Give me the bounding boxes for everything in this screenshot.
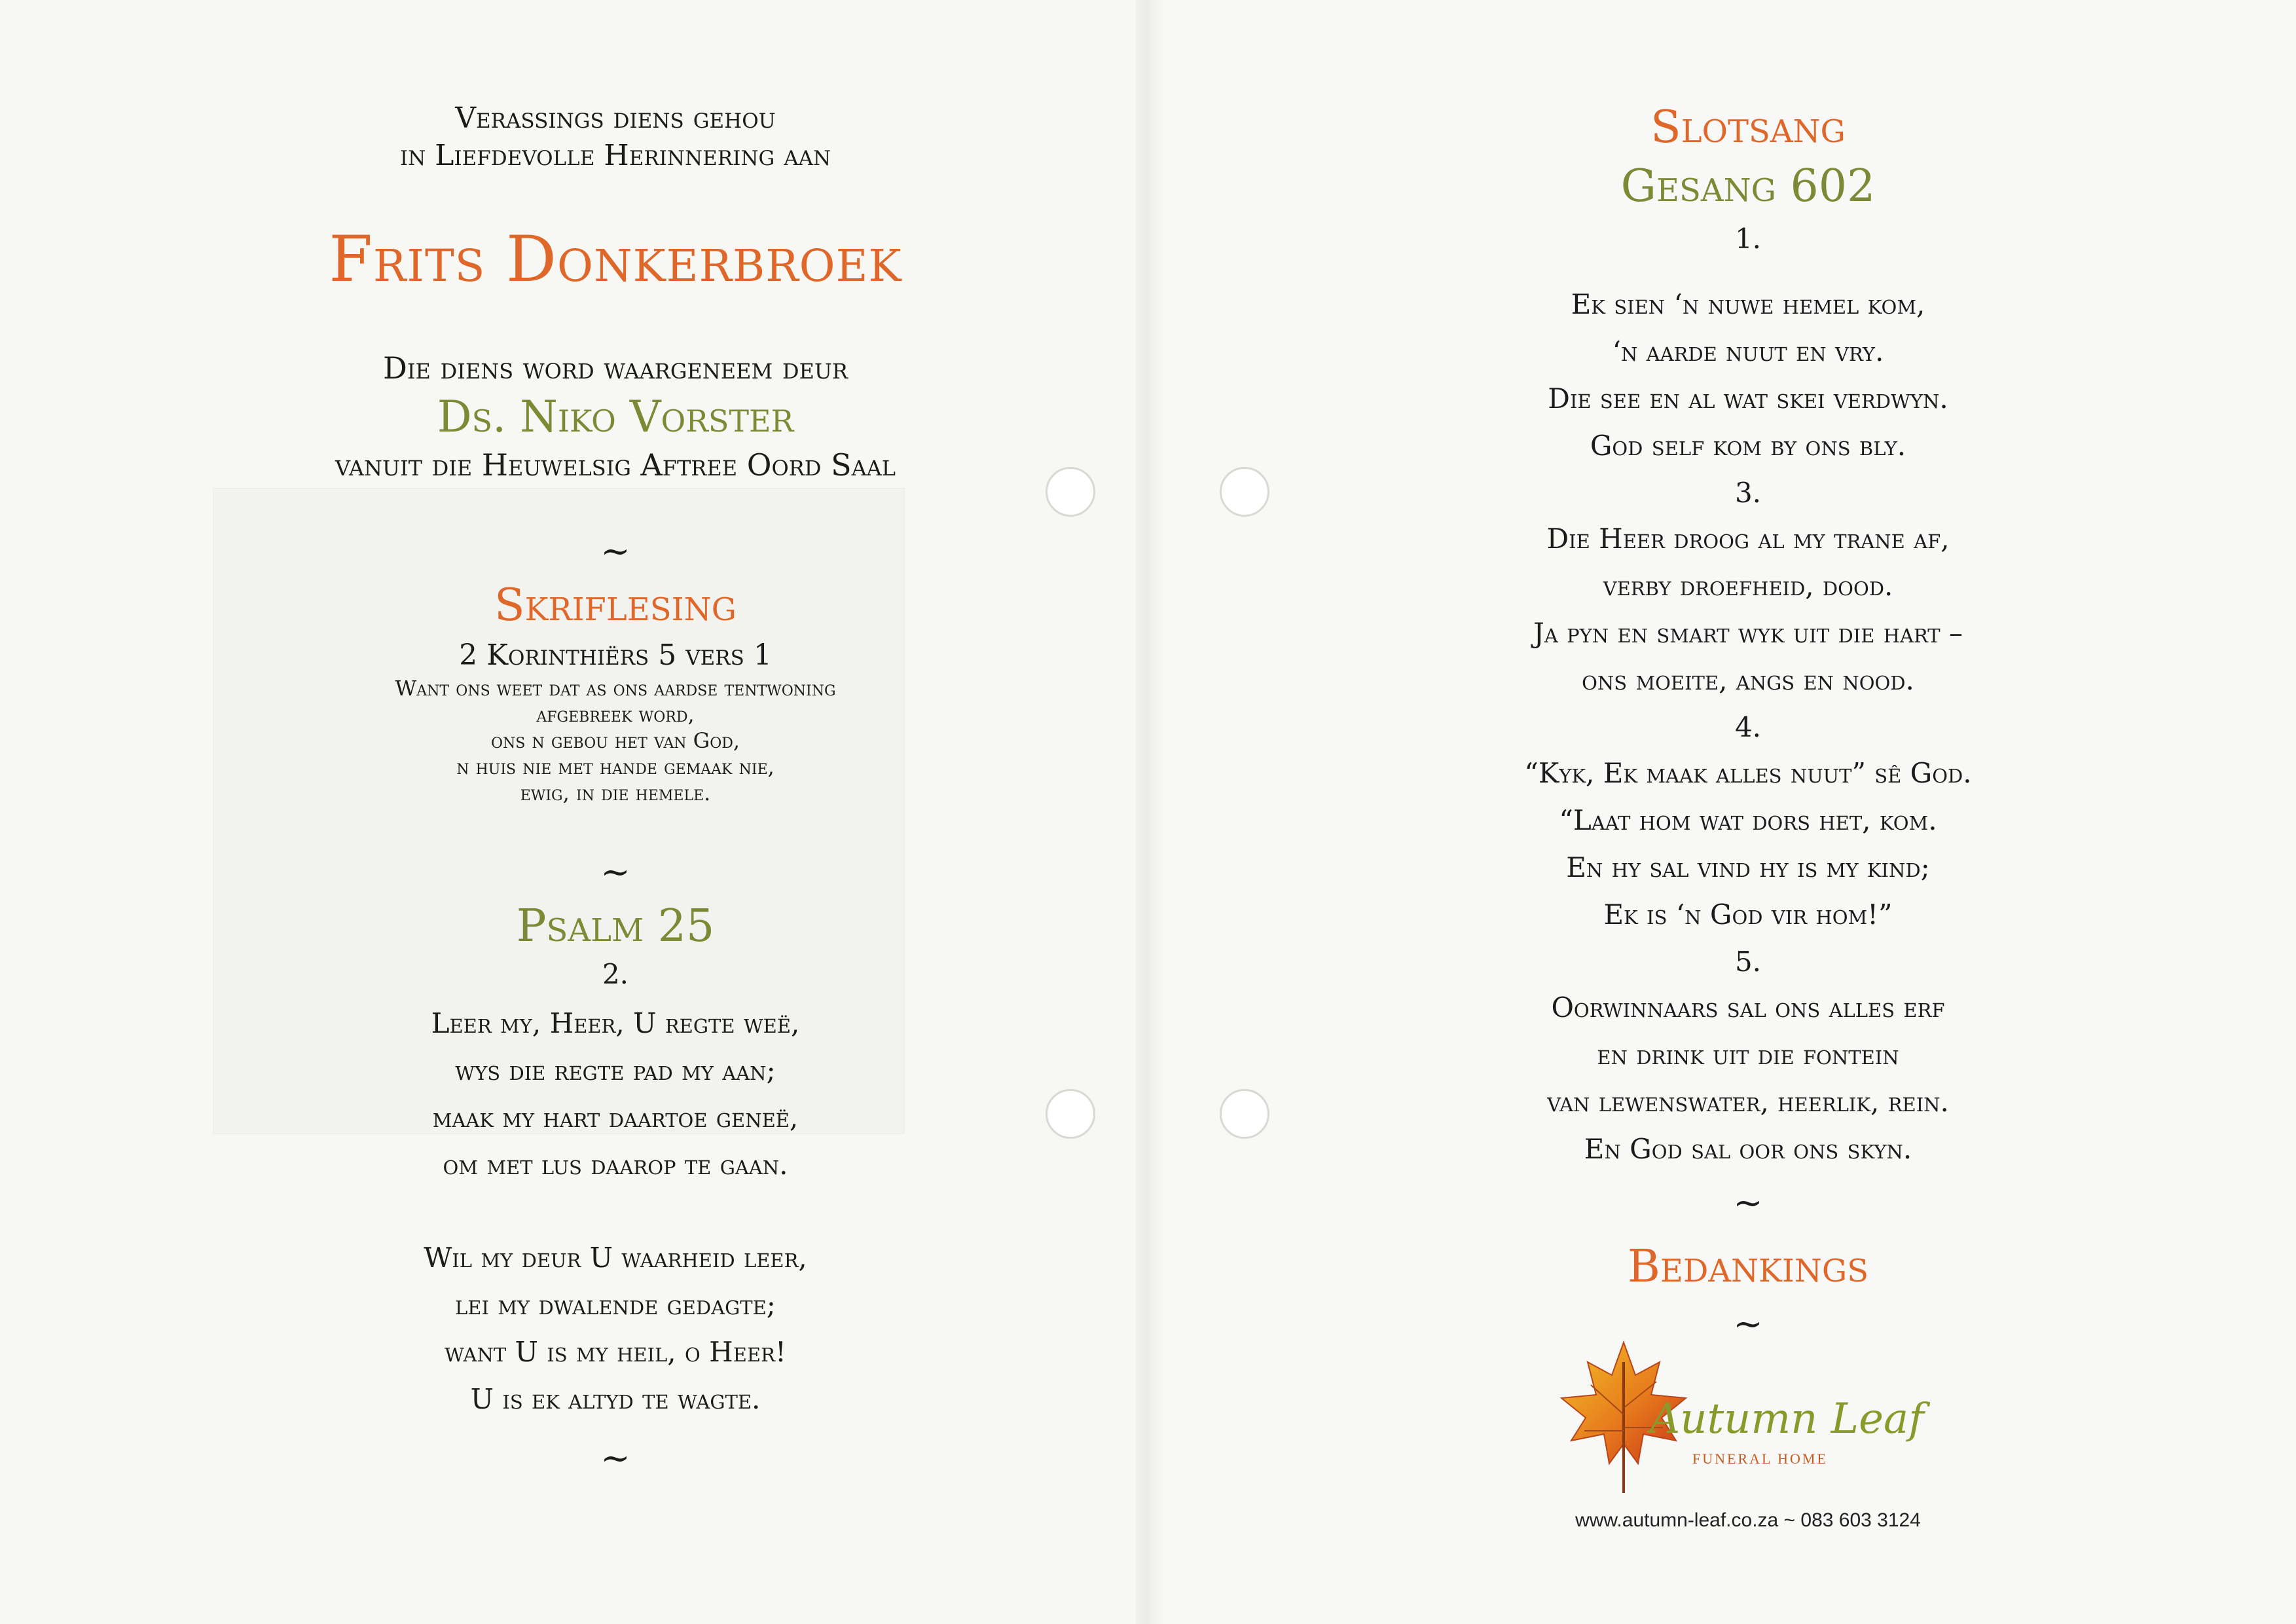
hymn-line: ons moeite, angs en nood. — [1582, 664, 1914, 696]
service-by-label: Die diens word waargeneem deur — [383, 350, 848, 386]
tilde-separator: ~ — [1733, 1182, 1763, 1223]
reading-line: ons n gebou het van God, — [490, 728, 740, 753]
hymn-line: Ek is ‘n God vir hom!” — [1603, 898, 1893, 931]
hymn-line: En hy sal vind hy is my kind; — [1566, 851, 1930, 883]
funeral-home-logo — [1552, 1336, 1971, 1526]
reading-line: n huis nie met hande gemaak nie, — [456, 754, 774, 779]
reading-reference: 2 Korinthiërs 5 vers 1 — [459, 638, 772, 672]
hymn-stanza-number: 3. — [1734, 477, 1762, 509]
hymn-stanza-number: 1. — [1734, 223, 1762, 255]
reading-title: Skriflesing — [494, 580, 737, 631]
hymn-line: Ek sien ‘n nuwe hemel kom, — [1571, 288, 1925, 320]
hymn-line: Ja pyn en smart wyk uit die hart – — [1533, 617, 1963, 649]
hymn-stanza-number: 5. — [1734, 946, 1762, 978]
logo-subtitle: FUNERAL HOME — [1692, 1450, 1828, 1467]
psalm-line: maak my hart daartoe geneë, — [432, 1101, 799, 1134]
hymn-line: “Kyk, Ek maak alles nuut” sê God. — [1524, 757, 1972, 789]
psalm-title: Psalm 25 — [516, 900, 715, 952]
contact-line: www.autumn-leaf.co.za ~ 083 603 3124 — [1575, 1509, 1921, 1531]
deceased-name: Frits Donkerbroek — [329, 223, 902, 296]
hymn-line: ‘n aarde nuut en vry. — [1612, 335, 1884, 367]
logo-wordmark: Autumn Leaf — [1650, 1395, 1924, 1443]
hymn-line: en drink uit die fontein — [1597, 1039, 1899, 1071]
hymn-line: Oorwinnaars sal ons alles erf — [1551, 991, 1945, 1024]
hymn-line: “Laat hom wat dors het, kom. — [1559, 804, 1937, 836]
psalm-line: Leer my, Heer, U regte weë, — [431, 1007, 800, 1039]
minister-name: Ds. Niko Vorster — [437, 392, 794, 442]
slotsang-title: Slotsang — [1650, 101, 1846, 153]
reading-line: Want ons weet dat as ons aardse tentwoning — [395, 676, 836, 701]
hymn-line: En God sal oor ons skyn. — [1584, 1133, 1912, 1165]
psalm-line: Wil my deur U waarheid leer, — [424, 1242, 807, 1274]
tilde-separator: ~ — [600, 530, 630, 572]
service-location: vanuit die Heuwelsig Aftree Oord Saal — [335, 447, 896, 483]
psalm-line: want U is my heil, o Heer! — [445, 1336, 786, 1368]
hymn-line: van lewenswater, heerlik, rein. — [1547, 1086, 1949, 1118]
hymn-line: God self kom by ons bly. — [1590, 430, 1906, 462]
psalm-verse-number: 2. — [602, 958, 629, 990]
tilde-separator: ~ — [600, 851, 630, 893]
hymn-line: Die see en al wat skei verdwyn. — [1548, 382, 1948, 415]
psalm-line: lei my dwalende gedagte; — [455, 1289, 776, 1321]
hymn-line: verby droefheid, dood. — [1603, 570, 1893, 602]
header-line-2: in Liefdevolle Herinnering aan — [399, 139, 831, 172]
punch-hole — [1046, 1089, 1095, 1139]
hymn-line: Die Heer droog al my trane af, — [1546, 523, 1950, 555]
punch-hole — [1220, 467, 1269, 517]
psalm-line: om met lus daarop te gaan. — [443, 1149, 788, 1181]
center-fold — [1136, 0, 1162, 1624]
punch-hole — [1220, 1089, 1269, 1139]
hymn-title: Gesang 602 — [1620, 160, 1876, 212]
tilde-separator: ~ — [1733, 1303, 1763, 1344]
reading-line: afgebreek word, — [536, 702, 695, 727]
psalm-line: U is ek altyd te wagte. — [470, 1383, 761, 1415]
reading-line: ewig, in die hemele. — [520, 781, 711, 805]
punch-hole — [1046, 467, 1095, 517]
psalm-line: wys die regte pad my aan; — [455, 1054, 776, 1086]
header-line-1: Verassings diens gehou — [455, 101, 776, 135]
thanks-title: Bedankings — [1627, 1241, 1869, 1293]
tilde-separator: ~ — [600, 1437, 630, 1479]
hymn-stanza-number: 4. — [1734, 711, 1762, 743]
